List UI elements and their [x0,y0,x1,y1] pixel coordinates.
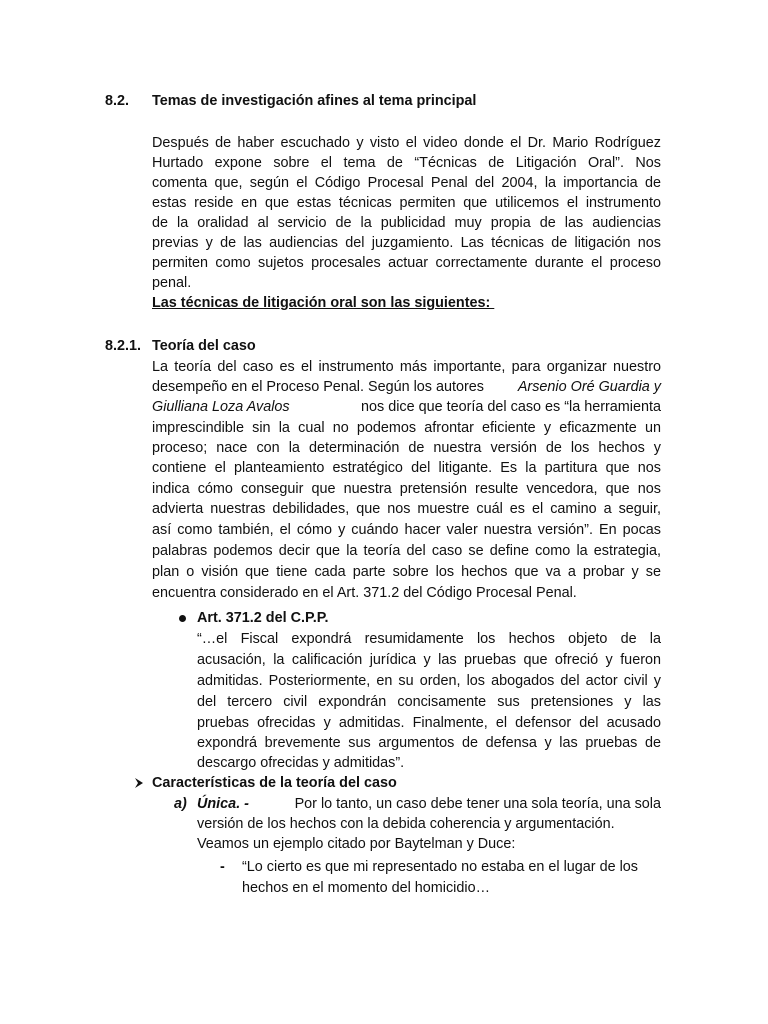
paragraph-line: indica cómo conseguir que nuestra pretensión resulte vencedora, que nos [152,481,661,497]
paragraph-line: así como también, el cómo y cuándo hacer valer nuestra versión”. En pocas [152,522,661,538]
paragraph-line: advierta nuestras debilidades, que nos muestre cuál es el camino a seguir, [152,501,661,517]
characteristics-title: Características de la teoría del caso [152,775,397,791]
text-run: Por lo tanto, un caso debe tener una sola teoría, una sola [290,796,661,812]
paragraph-line: imprescindible sin la cual no podemos afrontar eficiente y eficazmente un [152,420,661,436]
paragraph-line: La teoría del caso es el instrumento más importante, para organizar nuestro [152,359,661,375]
paragraph-line: penal. [152,275,192,291]
paragraph-line: estas reside en que estas técnicas permiten que utilicemos el instrumento [152,195,661,211]
paragraph-line: plan o visión que tiene cada parte sobre los hechos que va a probar y se [152,564,661,580]
list-marker: a) [174,796,187,812]
paragraph-line: palabras podemos decir que la teoría del caso se define como la estrategia, [152,543,661,559]
quote-line: descargo ofrecidas y admitidas”. [197,755,405,771]
paragraph-line: contiene el planteamiento estratégico del litigante. Es la partitura que nos [152,460,661,476]
paragraph-line [152,377,661,397]
dash-item-line: hechos en el momento del homicidio… [242,880,490,896]
section-title: Temas de investigación afines al tema principal [152,93,477,109]
dash-marker: - [220,859,225,875]
subsection-number: 8.2.1. [105,338,142,354]
quote-line: admitidas. Posteriormente, en su orden, los abogados del actor civil y [197,673,661,689]
dash-item-line: “Lo cierto es que mi representado no estaba en el lugar de los [242,859,638,875]
paragraph-line: Después de haber escuchado y visto el video donde el Dr. Mario Rodríguez [152,135,661,151]
list-item-line: versión de los hechos con la debida coherencia y argumentación. [197,816,615,832]
paragraph-line [152,397,661,417]
article-title: Art. 371.2 del C.P.P. [197,610,329,626]
item-label: Única. - [197,796,249,812]
paragraph-line: de la oralidad al servicio de la publicidad muy propia de las audiencias [152,215,661,231]
paragraph-line: proceso; nace con la determinación de nuestra versión de los hechos y [152,440,661,456]
text-run: desempeño en el Proceso Penal. Según los autores [152,379,489,395]
author-names: Giulliana Loza Avalos [152,399,290,415]
paragraph-line: comenta que, según el Código Procesal Penal del 2004, la importancia de [152,175,661,191]
paragraph-line: permiten como sujetos procesales actuar correctamente durante el proceso [152,255,661,271]
list-item-line [197,794,661,814]
paragraph-line: previas y de las audiencias del juzgamiento. Las técnicas de litigación nos [152,235,661,251]
paragraph-line: encuentra considerado en el Art. 371.2 del Código Procesal Penal. [152,585,577,601]
quote-line: del tercero civil expondrán concisamente sus pretensiones y las [197,694,661,710]
quote-line: “…el Fiscal expondrá resumidamente los hechos objeto de la [197,631,661,647]
paragraph-line: Hurtado expone sobre el tema de “Técnicas de Litigación Oral”. Nos [152,155,661,171]
author-names: Arsenio Oré Guardia y [517,379,661,395]
arrow-bullet-icon [133,777,145,789]
text-run: nos dice que teoría del caso es “la herramienta [357,399,661,415]
section-number: 8.2. [105,93,130,109]
list-item-line: Veamos un ejemplo citado por Baytelman y Duce: [197,836,516,852]
quote-line: pruebas ofrecidas y admitidas. Finalmente, el defensor del acusado [197,715,661,731]
quote-line: acusación, la calificación jurídica y las pruebas que ofreció y fueron [197,652,661,668]
bullet-icon [179,615,186,622]
quote-line: expondrá brevemente sus argumentos de defensa y las pruebas de [197,735,661,751]
subheading: Las técnicas de litigación oral son las siguientes: [152,295,495,311]
subsection-title: Teoría del caso [152,338,256,354]
